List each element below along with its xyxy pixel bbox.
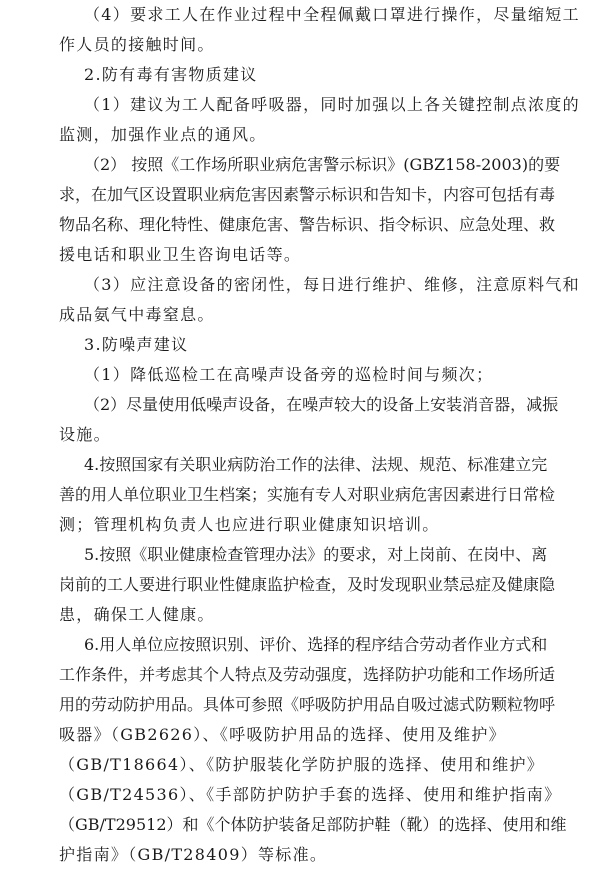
text-line: 作人员的接触时间。 [59,35,215,54]
section-heading: 2.防有毒有害物质建议 [84,65,258,84]
text-line: （1）降低巡检工在高噪声设备旁的巡检时间与频次； [84,365,494,384]
text-line: 5.按照《职业健康检查管理办法》的要求，对上岗前、在岗中、离 [84,545,548,564]
text-line: 患，确保工人健康。 [59,605,215,624]
text-line: 成品氨气中毒窒息。 [59,305,215,324]
text-line: 测；管理机构负责人也应进行职业健康知识培训。 [59,515,440,534]
text-line: 工作条件，并考虑其个人特点及劳动强度，选择防护功能和工作场所适 [59,665,556,684]
text-line: （1）建议为工人配备呼吸器，同时加强以上各关键控制点浓度的 [84,95,580,114]
text-line: 物品名称、理化特性、健康危害、警告标识、指令标识、应急处理、救 [59,215,556,234]
text-line: （GB/T24536）、《手部防护防护手套的选择、使用和维护指南》 [59,785,562,804]
text-line: （GB/T18664）、《防护服装化学防护服的选择、使用和维护》 [59,755,545,774]
text-line: 护指南》（GB/T28409）等标准。 [59,845,328,864]
text-line: 援电话和职业卫生咨询电话等。 [59,245,302,264]
text-line: 6.用人单位应按照识别、评价、选择的程序结合劳动者作业方式和 [84,635,548,654]
text-line: 吸器》（GB2626）、《呼吸防护用品的选择、使用及维护》 [59,725,506,744]
text-line: 监测，加强作业点的通风。 [59,125,267,144]
text-line: （2） 按照《工作场所职业病危害警示标识》(GBZ158-2003)的要 [84,155,561,174]
text-line: 设施。 [59,425,111,444]
text-line: （2）尽量使用低噪声设备，在噪声较大的设备上安装消音器，减振 [84,395,559,414]
text-line: 善的用人单位职业卫生档案；实施有专人对职业病危害因素进行日常检 [59,485,556,504]
text-line: （4）要求工人在作业过程中全程佩戴口罩进行操作，尽量缩短工 [84,5,580,24]
text-line: 用的劳动防护用品。具体可参照《呼吸防护用品自吸过滤式防颗粒物呼 [59,695,556,714]
text-line: （GB/T29512）和《个体防护装备足部防护鞋（靴）的选择、使用和维 [59,815,567,834]
section-heading: 3.防噪声建议 [84,335,189,354]
text-line: 岗前的工人要进行职业性健康监护检查，及时发现职业禁忌症及健康隐 [59,575,556,594]
text-line: （3）应注意设备的密闭性，每日进行维护、维修，注意原料气和 [84,275,580,294]
text-line: 4.按照国家有关职业病防治工作的法律、法规、规范、标准建立完 [84,455,548,474]
text-line: 求，在加气区设置职业病危害因素警示标识和告知卡，内容可包括有毒 [59,185,556,204]
